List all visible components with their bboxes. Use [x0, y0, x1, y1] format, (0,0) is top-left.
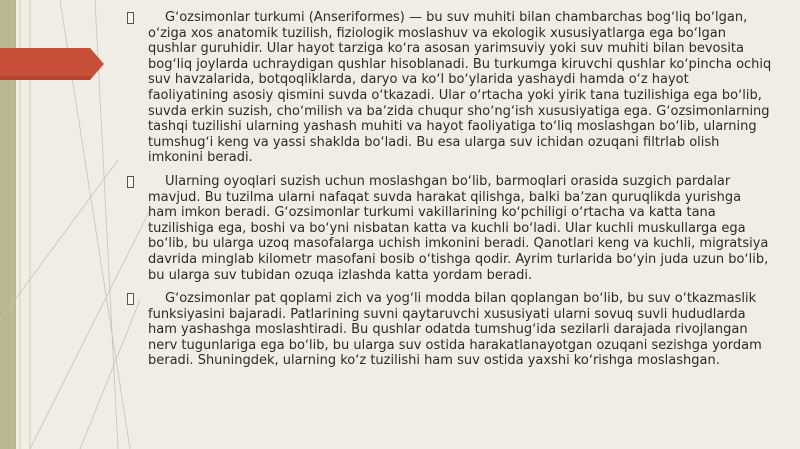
bullet-icon	[127, 12, 134, 24]
accent-arrow-shadow	[0, 76, 92, 80]
paragraph-1	[127, 10, 772, 166]
slide-body	[127, 10, 772, 377]
paragraph-text: Gʻozsimonlar pat qoplami zich va yogʻli modda bilan qoplangan boʻlib, bu suv oʻtkazmaslik funksiyasini bajaradi. Patlarining suvni qaytaruvchi xususiyati ularni sovuq suvli hududlarda ham yashashga moslashtiradi. Bu qushlar odatda tumshugʻida sezilarli darajada rivojlangan nerv tugunlariga ega boʻlib, bu ularga suv ostida harakatlanayotgan ozuqani sezishga yordam beradi. Shuningdek, ularning koʻz tuzilishi ham suv ostida yaxshi koʻrishga moslashgan.	[148, 291, 762, 369]
paragraph-3	[127, 291, 772, 369]
paragraph-text: Gʻozsimonlar turkumi (Anseriformes) — bu suv muhiti bilan chambarchas bogʻliq boʻlgan, oʻziga xos anatomik tuzilish, fiziologik moslashuv va ekologik xususiyatlarga ega boʻlgan qushlar guruhidir. Ular hayot tarziga koʻra asosan yarimsuviy yoki suv muhiti bilan bevosita bogʻliq joylarda uchraydigan qushlar hisoblanadi. Bu turkumga kiruvchi qushlar koʻpincha ochiq suv havzalarida, botqoqliklarda, daryo va koʻl boʻylarida yashaydi hamda oʻz hayot faoliyatining asosiy qismini suvda oʻtkazadi. Ular oʻrtacha yoki yirik tana tuzilishiga ega boʻlib, suvda erkin suzish, choʻmilish va baʼzida chuqur shoʻngʻish xususiyatiga ega. Gʻozsimonlarning tashqi tuzilishi ularning yashash muhiti va hayot faoliyatiga toʻliq moslashgan boʻlib, ularning tumshugʻi keng va yassi shaklda boʻladi. Bu esa ularga suv ichidan ozuqani filtrlab olish imkonini beradi.	[148, 10, 772, 166]
bullet-icon	[127, 176, 134, 188]
paragraph-text: Ularning oyoqlari suzish uchun moslashgan boʻlib, barmoqlari orasida suzgich pardalar mavjud. Bu tuzilma ularni nafaqat suvda harakat qilishga, balki baʼzan quruqlikda yurishga ham imkon beradi. Gʻozsimonlar turkumi vakillarining koʻpchiligi oʻrtacha va katta tana tuzilishiga ega, boshi va boʻyni nisbatan katta va kuchli boʻladi. Ular kuchli muskullarga ega boʻlib, bu ularga uzoq masofalarga uchish imkonini beradi. Qanotlari keng va kuchli, migratsiya davrida minglab kilometr masofani bosib oʻtishga qodir. Ayrim turlarida boʻyin juda uzun boʻlib, bu ularga suv tubidan ozuqa izlashda katta yordam beradi.	[148, 173, 769, 283]
accent-arrow	[0, 48, 104, 80]
paragraph-2	[127, 174, 772, 283]
bullet-icon	[127, 293, 134, 305]
